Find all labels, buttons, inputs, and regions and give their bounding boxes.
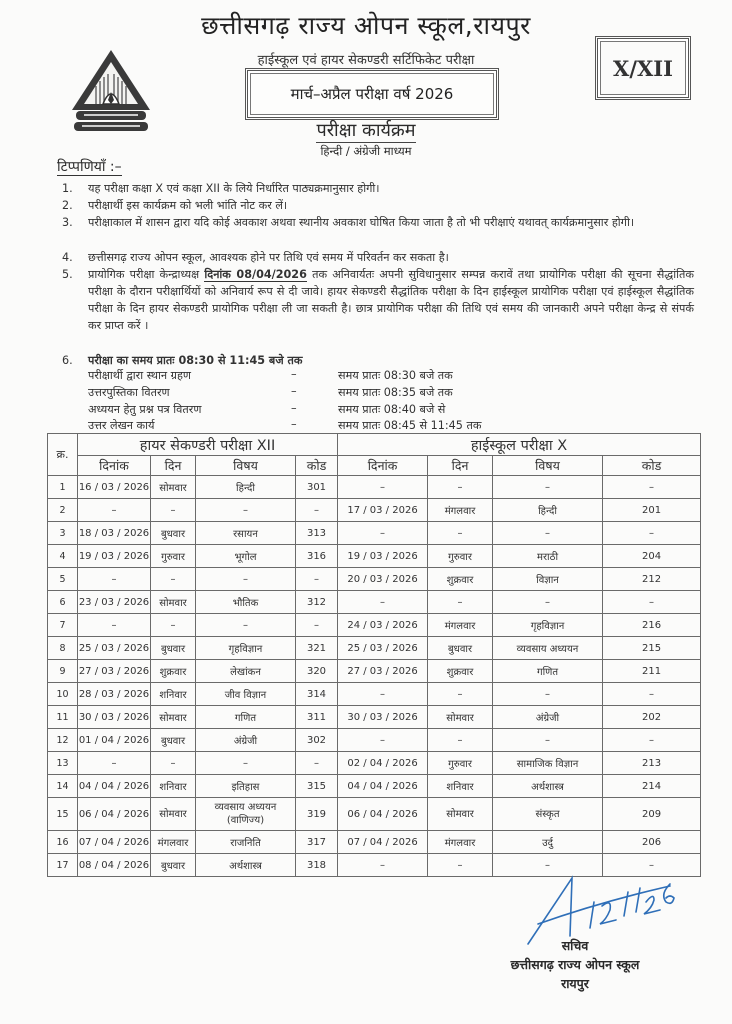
xii-day-cell: मंगलवार	[151, 831, 196, 854]
x-day-cell: –	[428, 591, 493, 614]
table-row	[48, 706, 701, 729]
x-subject-cell: –	[493, 729, 603, 752]
serial-cell: 14	[48, 775, 78, 798]
xii-date-cell: –	[78, 614, 151, 637]
xii-subject-cell: राजनिति	[196, 831, 296, 854]
x-subject-cell: संस्कृत	[493, 798, 603, 831]
table-row	[48, 614, 701, 637]
x-code-cell: 213	[603, 752, 701, 775]
x-day-cell: मंगलवार	[428, 831, 493, 854]
table-row	[48, 683, 701, 706]
xii-day-cell: बुधवार	[151, 522, 196, 545]
x-subject-cell: अर्थशास्त्र	[493, 775, 603, 798]
xii-day-cell: गुरुवार	[151, 545, 196, 568]
xii-date-cell: 27 / 03 / 2026	[78, 660, 151, 683]
x-date-cell: –	[338, 591, 428, 614]
xii-code-cell: 311	[296, 706, 338, 729]
xii-code-cell: 312	[296, 591, 338, 614]
xii-subject-cell: –	[196, 568, 296, 591]
exam-schedule-table	[47, 433, 701, 877]
table-row	[48, 568, 701, 591]
serial-cell: 5	[48, 568, 78, 591]
signatory-org: छत्तीसगढ़ राज्य ओपन स्कूल	[510, 957, 640, 972]
xii-subject-cell: गृहविज्ञान	[196, 637, 296, 660]
xii-code-cell: –	[296, 499, 338, 522]
signatory-city: रायपुर	[561, 976, 589, 991]
xii-day-cell: –	[151, 614, 196, 637]
x-day-cell: –	[428, 476, 493, 499]
x-day-cell: शुक्रवार	[428, 568, 493, 591]
xii-day-cell: बुधवार	[151, 637, 196, 660]
xii-subject-cell: –	[196, 614, 296, 637]
xii-subject-cell: –	[196, 752, 296, 775]
schedule-title: परीक्षा कार्यक्रम	[316, 120, 416, 141]
session-box	[245, 68, 499, 120]
x-code-cell: 214	[603, 775, 701, 798]
x-date-cell: –	[338, 854, 428, 877]
x-date-cell: 17 / 03 / 2026	[338, 499, 428, 522]
note-item: 3. परीक्षाकाल में शासन द्वारा यदि कोई अवकाश अथवा स्थानीय अवकाश घोषित किया जाता है तो भी परीक्षाएं यथावत् कार्यक्रमानुसार होगी।	[62, 216, 635, 229]
xii-subject-cell: व्यवसाय अध्ययन (वाणिज्य)	[196, 798, 296, 831]
xii-day-cell: सोमवार	[151, 706, 196, 729]
table-row	[48, 499, 701, 522]
xii-subject-cell: लेखांकन	[196, 660, 296, 683]
x-subject-cell: उर्दु	[493, 831, 603, 854]
xii-code-cell: 313	[296, 522, 338, 545]
table-row	[48, 522, 701, 545]
x-date-cell: 25 / 03 / 2026	[338, 637, 428, 660]
xii-code-cell: 320	[296, 660, 338, 683]
x-subject-cell: गणित	[493, 660, 603, 683]
xii-code-cell: 316	[296, 545, 338, 568]
xii-subject-cell: –	[196, 499, 296, 522]
note-item: 1. यह परीक्षा कक्षा X एवं कक्षा XII के लिये निर्धारित पाठ्यक्रमानुसार होगी।	[62, 182, 380, 195]
xii-day-cell: शुक्रवार	[151, 660, 196, 683]
table-row	[48, 775, 701, 798]
x-subject-cell: सामाजिक विज्ञान	[493, 752, 603, 775]
serial-cell: 2	[48, 499, 78, 522]
xii-subject-cell: गणित	[196, 706, 296, 729]
serial-cell: 9	[48, 660, 78, 683]
practical-deadline: दिनांक 08/04/2026	[204, 268, 307, 281]
x-day-cell: मंगलवार	[428, 614, 493, 637]
xii-date-cell: –	[78, 499, 151, 522]
x-code-cell: –	[603, 476, 701, 499]
x-day-cell: शुक्रवार	[428, 660, 493, 683]
x-date-cell: 20 / 03 / 2026	[338, 568, 428, 591]
x-day-cell: –	[428, 522, 493, 545]
xii-date-cell: 01 / 04 / 2026	[78, 729, 151, 752]
x-code-cell: 215	[603, 637, 701, 660]
x-day-cell: सोमवार	[428, 798, 493, 831]
table-row	[48, 729, 701, 752]
x-code-cell: 202	[603, 706, 701, 729]
x-code-cell: 216	[603, 614, 701, 637]
table-row	[48, 752, 701, 775]
x-date-cell: –	[338, 522, 428, 545]
x-date-cell: 27 / 03 / 2026	[338, 660, 428, 683]
note-item: 2. परीक्षार्थी इस कार्यक्रम को भली भांति नोट कर लें।	[62, 199, 288, 212]
x-subject-cell: –	[493, 683, 603, 706]
xii-date-cell: 08 / 04 / 2026	[78, 854, 151, 877]
col-header-code: कोड	[603, 456, 701, 476]
serial-cell: 10	[48, 683, 78, 706]
note-item: 5. प्रायोगिक परीक्षा केन्द्राध्यक्ष दिनांक 08/04/2026 तक अनिवार्यतः अपनी सुविधानुसार सम्पन्न करावें तथा प्रायोगिक परीक्षा की सूचना सैद्धांतिक परीक्षा के दौरान परीक्षार्थियों को अनिवार्य रूप से दी जावे। हायर सेकण्डरी सैद्धांतिक परीक्षा के दिन हाईस्कूल प्रायोगिक परीक्षा एवं हाईस्कूल सैद्धांतिक परीक्षा के दिन हायर सेकण्डरी प्रायोगिक परीक्षा ली जा सकती है। छात्र प्रायोगिक परीक्षा की तिथि एवं समय की जानकारी अपने परीक्षा केन्द्र से संपर्क कर प्राप्त करें ।	[62, 268, 694, 332]
xii-code-cell: 318	[296, 854, 338, 877]
serial-cell: 7	[48, 614, 78, 637]
x-subject-cell: विज्ञान	[493, 568, 603, 591]
xii-day-cell: बुधवार	[151, 854, 196, 877]
x-day-cell: गुरुवार	[428, 752, 493, 775]
xii-code-cell: 317	[296, 831, 338, 854]
xii-date-cell: 28 / 03 / 2026	[78, 683, 151, 706]
xii-code-cell: –	[296, 568, 338, 591]
xii-day-cell: –	[151, 752, 196, 775]
xii-date-cell: 30 / 03 / 2026	[78, 706, 151, 729]
serial-cell: 11	[48, 706, 78, 729]
x-subject-cell: –	[493, 591, 603, 614]
x-date-cell: 06 / 04 / 2026	[338, 798, 428, 831]
signatory-designation: सचिव	[561, 938, 589, 953]
serial-cell: 6	[48, 591, 78, 614]
col-header-subject: विषय	[196, 456, 296, 476]
x-date-cell: –	[338, 729, 428, 752]
xii-date-cell: 25 / 03 / 2026	[78, 637, 151, 660]
x-date-cell: 24 / 03 / 2026	[338, 614, 428, 637]
xii-code-cell: 302	[296, 729, 338, 752]
xii-day-cell: –	[151, 568, 196, 591]
x-subject-cell: –	[493, 854, 603, 877]
x-date-cell: 19 / 03 / 2026	[338, 545, 428, 568]
xii-date-cell: 04 / 04 / 2026	[78, 775, 151, 798]
class-badge	[595, 36, 691, 100]
table-row	[48, 637, 701, 660]
xii-subject-cell: रसायन	[196, 522, 296, 545]
xii-day-cell: सोमवार	[151, 476, 196, 499]
x-subject-cell: अंग्रेजी	[493, 706, 603, 729]
serial-cell: 17	[48, 854, 78, 877]
col-header-date: दिनांक	[78, 456, 151, 476]
xii-code-cell: –	[296, 752, 338, 775]
xii-subject-cell: इतिहास	[196, 775, 296, 798]
x-subject-cell: मराठी	[493, 545, 603, 568]
serial-cell: 16	[48, 831, 78, 854]
x-subject-cell: गृहविज्ञान	[493, 614, 603, 637]
xii-date-cell: 23 / 03 / 2026	[78, 591, 151, 614]
group-header-xii: हायर सेकण्डरी परीक्षा XII	[78, 434, 338, 456]
serial-header: क्र.	[48, 434, 78, 476]
x-code-cell: 206	[603, 831, 701, 854]
table-row	[48, 591, 701, 614]
xii-day-cell: –	[151, 499, 196, 522]
x-date-cell: 02 / 04 / 2026	[338, 752, 428, 775]
table-row	[48, 660, 701, 683]
xii-subject-cell: भौतिक	[196, 591, 296, 614]
group-header-x: हाईस्कूल परीक्षा X	[338, 434, 701, 456]
exam-name: हाईस्कूल एवं हायर सेकण्डरी सर्टिफिकेट परीक्षा	[257, 53, 475, 68]
serial-cell: 15	[48, 798, 78, 831]
x-date-cell: –	[338, 476, 428, 499]
xii-code-cell: 315	[296, 775, 338, 798]
x-code-cell: 204	[603, 545, 701, 568]
x-code-cell: 212	[603, 568, 701, 591]
table-row	[48, 545, 701, 568]
x-code-cell: –	[603, 683, 701, 706]
x-code-cell: 209	[603, 798, 701, 831]
xii-code-cell: 319	[296, 798, 338, 831]
xii-day-cell: शनिवार	[151, 775, 196, 798]
session-label: मार्च–अप्रैल परीक्षा वर्ष 2026	[290, 85, 454, 103]
xii-date-cell: 07 / 04 / 2026	[78, 831, 151, 854]
table-row	[48, 831, 701, 854]
note-item: 6. परीक्षा का समय प्रातः 08:30 से 11:45 बजे तक	[62, 354, 303, 367]
x-subject-cell: व्यवसाय अध्ययन	[493, 637, 603, 660]
x-date-cell: 07 / 04 / 2026	[338, 831, 428, 854]
xii-date-cell: –	[78, 568, 151, 591]
xii-subject-cell: जीव विज्ञान	[196, 683, 296, 706]
x-subject-cell: –	[493, 476, 603, 499]
x-date-cell: –	[338, 683, 428, 706]
col-header-day: दिन	[151, 456, 196, 476]
x-day-cell: मंगलवार	[428, 499, 493, 522]
x-day-cell: सोमवार	[428, 706, 493, 729]
notes-heading: टिप्पणियाँ :–	[57, 159, 122, 175]
x-day-cell: –	[428, 729, 493, 752]
xii-code-cell: 301	[296, 476, 338, 499]
xii-subject-cell: भूगोल	[196, 545, 296, 568]
table-row	[48, 798, 701, 831]
xii-date-cell: 19 / 03 / 2026	[78, 545, 151, 568]
x-subject-cell: –	[493, 522, 603, 545]
x-code-cell: –	[603, 854, 701, 877]
xii-code-cell: 314	[296, 683, 338, 706]
xii-date-cell: 06 / 04 / 2026	[78, 798, 151, 831]
serial-cell: 8	[48, 637, 78, 660]
xii-date-cell: 18 / 03 / 2026	[78, 522, 151, 545]
x-subject-cell: हिन्दी	[493, 499, 603, 522]
table-row	[48, 476, 701, 499]
x-code-cell: –	[603, 729, 701, 752]
serial-cell: 12	[48, 729, 78, 752]
x-day-cell: –	[428, 854, 493, 877]
x-code-cell: 201	[603, 499, 701, 522]
serial-cell: 1	[48, 476, 78, 499]
xii-subject-cell: हिन्दी	[196, 476, 296, 499]
x-code-cell: –	[603, 591, 701, 614]
xii-day-cell: सोमवार	[151, 798, 196, 831]
x-day-cell: –	[428, 683, 493, 706]
schedule-body	[48, 476, 701, 877]
x-day-cell: गुरुवार	[428, 545, 493, 568]
note-item: 4. छत्तीसगढ़ राज्य ओपन स्कूल, आवश्यक होने पर तिथि एवं समय में परिवर्तन कर सकता है।	[62, 251, 449, 264]
col-header-date: दिनांक	[338, 456, 428, 476]
col-header-subject: विषय	[493, 456, 603, 476]
serial-cell: 13	[48, 752, 78, 775]
col-header-day: दिन	[428, 456, 493, 476]
x-code-cell: –	[603, 522, 701, 545]
xii-day-cell: शनिवार	[151, 683, 196, 706]
xii-date-cell: 16 / 03 / 2026	[78, 476, 151, 499]
x-date-cell: 04 / 04 / 2026	[338, 775, 428, 798]
xii-subject-cell: अर्थशास्त्र	[196, 854, 296, 877]
medium-label: हिन्दी / अंग्रेजी माध्यम	[320, 144, 412, 158]
class-badge-label: X/XII	[613, 55, 673, 81]
x-day-cell: बुधवार	[428, 637, 493, 660]
serial-cell: 3	[48, 522, 78, 545]
xii-code-cell: 321	[296, 637, 338, 660]
x-code-cell: 211	[603, 660, 701, 683]
xii-subject-cell: अंग्रेजी	[196, 729, 296, 752]
serial-cell: 4	[48, 545, 78, 568]
col-header-code: कोड	[296, 456, 338, 476]
x-date-cell: 30 / 03 / 2026	[338, 706, 428, 729]
xii-date-cell: –	[78, 752, 151, 775]
x-day-cell: शनिवार	[428, 775, 493, 798]
xii-day-cell: बुधवार	[151, 729, 196, 752]
xii-day-cell: सोमवार	[151, 591, 196, 614]
org-title: छत्तीसगढ़ राज्य ओपन स्कूल,रायपुर	[201, 11, 531, 40]
xii-code-cell: –	[296, 614, 338, 637]
